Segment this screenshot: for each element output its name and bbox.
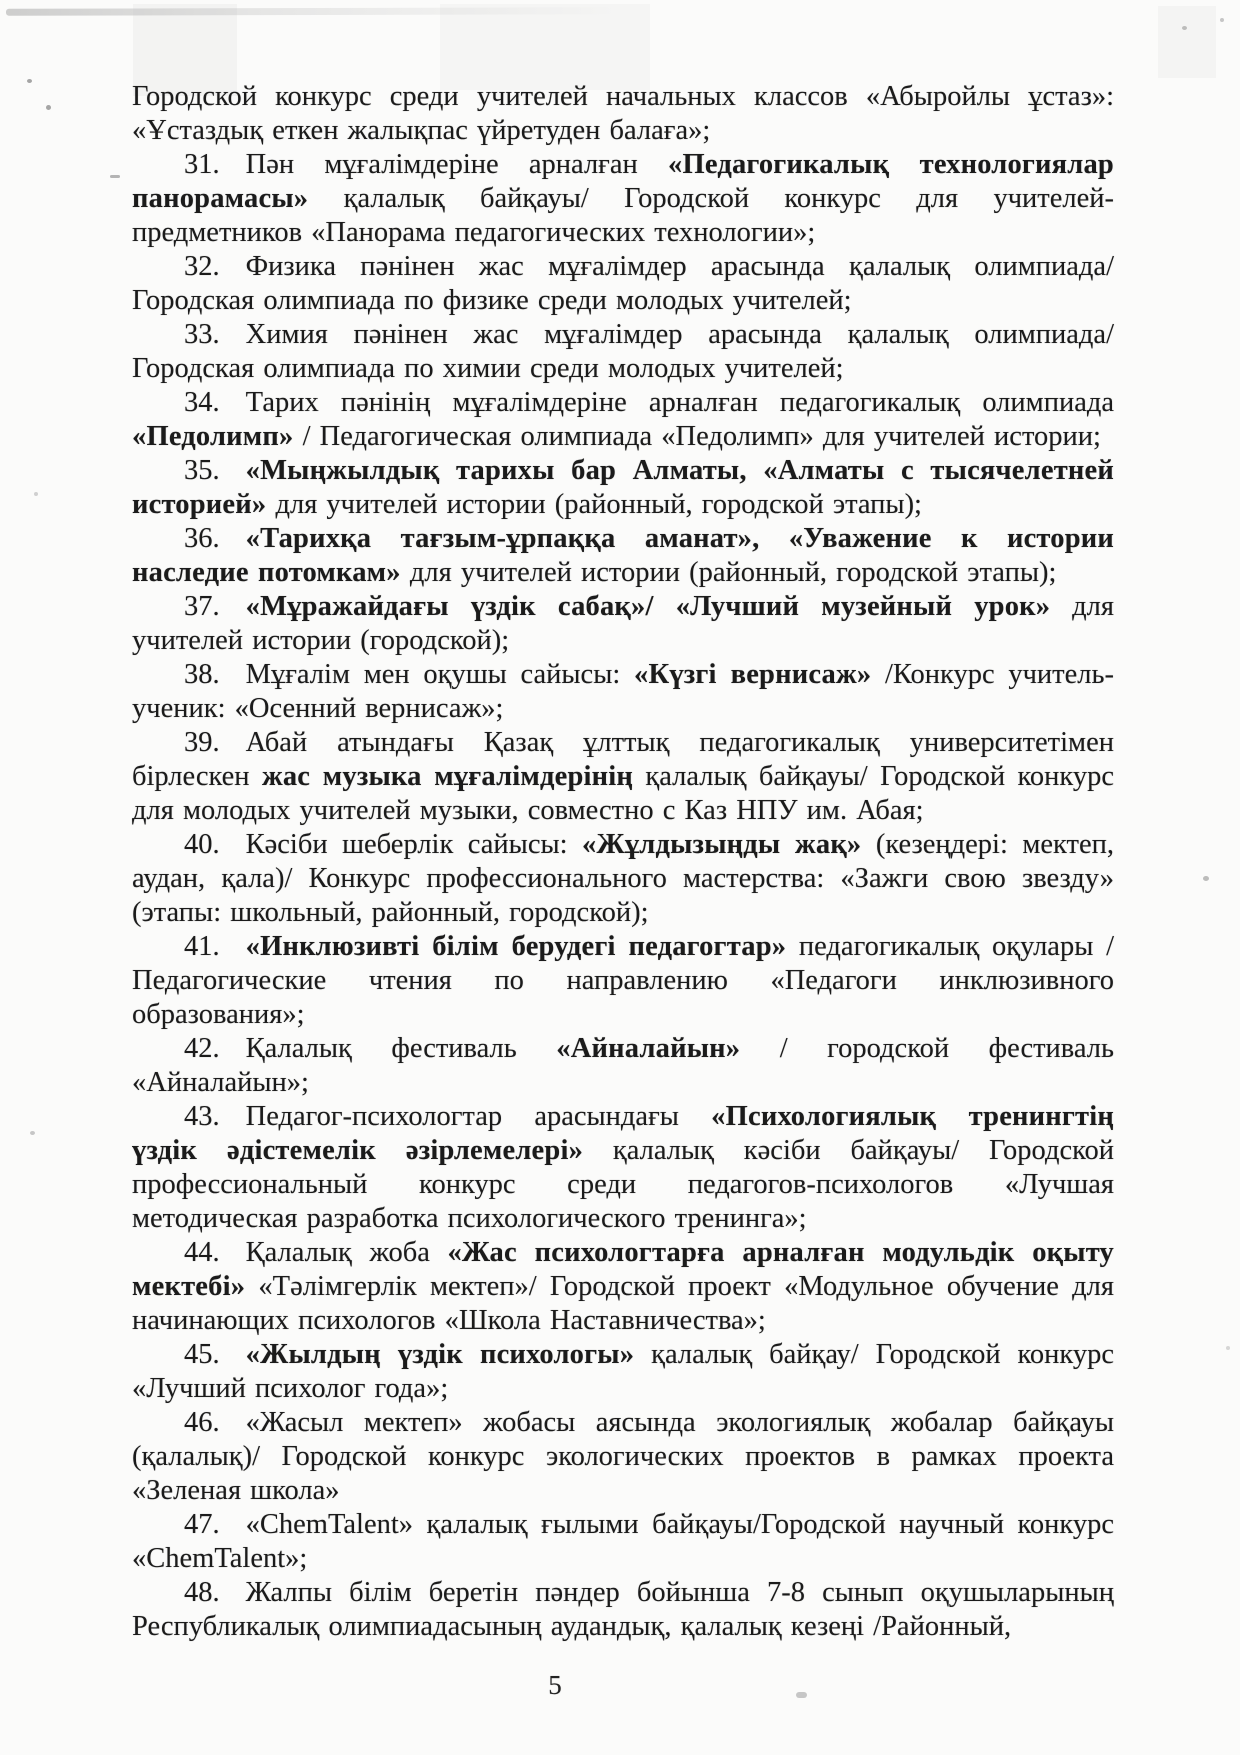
body-text: «ChemTalent» қалалық ғылыми байқауы/Городской научный конкурс «ChemTalent»;	[132, 1509, 1114, 1574]
bold-text: жас музыка мұғалімдерінің	[261, 761, 634, 792]
paragraph	[132, 930, 1114, 1032]
bold-text: «Күзгі вернисаж»	[634, 659, 872, 690]
scan-artifact	[1158, 6, 1216, 78]
scan-artifact	[110, 175, 120, 178]
body-text: Қалалық фестиваль	[245, 1033, 557, 1064]
bold-text: «Педагогикалық технологиялар панорамасы»	[132, 149, 1114, 214]
body-text: для учителей истории (районный, городской этапы);	[266, 489, 922, 520]
paragraph	[132, 1338, 1114, 1406]
document-body	[132, 80, 1114, 1644]
body-text: «Жасыл мектеп» жобасы аясында экологиялық жобалар байқауы (қалалық)/ Городской конкурс экологических проектов в рамках проекта «Зеленая школа»	[132, 1407, 1114, 1506]
scan-artifact	[27, 79, 32, 83]
bold-text: «Жылдың үздік психологы»	[245, 1339, 635, 1370]
paragraph-number: 37.	[184, 591, 220, 622]
scan-artifact	[1226, 1346, 1230, 1350]
paragraph	[132, 590, 1114, 658]
bold-text: «Айналайын»	[556, 1033, 741, 1064]
paragraph	[132, 1236, 1114, 1338]
paragraph	[132, 1508, 1114, 1576]
paragraph	[132, 522, 1114, 590]
body-text: / Педагогическая олимпиада «Педолимп» для учителей истории;	[293, 421, 1101, 452]
body-text: педагогикалық оқулары / Педагогические чтения по направлению «Педагоги инклюзивного образования»;	[132, 931, 1114, 1030]
paragraph-number: 34.	[184, 387, 220, 418]
paragraph	[132, 80, 1114, 148]
body-text: Городской конкурс среди учителей начальных классов «Абыройлы ұстаз»: «Ұстаздық еткен жалықпас үйретуден балаға»;	[132, 81, 1114, 146]
paragraph	[132, 658, 1114, 726]
paragraph-number: 38.	[184, 659, 220, 690]
paragraph	[132, 726, 1114, 828]
paragraph-number: 46.	[184, 1407, 220, 1438]
paragraph-number: 36.	[184, 523, 220, 554]
scan-artifact	[1203, 876, 1209, 881]
body-text: қалалық кәсіби байқауы/ Городской профессиональный конкурс среди педагогов-психологов «Лучшая методическая разработка психологического тренинга»;	[132, 1135, 1115, 1234]
body-text: Абай атындағы Қазақ ұлттық педагогикалық университетімен бірлескен	[132, 727, 1114, 792]
body-text: Тарих пәнінің мұғалімдеріне арналған педагогикалық олимпиада	[245, 387, 1114, 418]
body-text: Кәсіби шеберлік сайысы:	[245, 829, 582, 860]
scan-artifact	[34, 492, 38, 496]
paragraph	[132, 1576, 1114, 1644]
paragraph-number: 48.	[184, 1577, 220, 1608]
paragraph-number: 40.	[184, 829, 220, 860]
paragraph-number: 47.	[184, 1509, 220, 1540]
body-text: Педагог-психологтар арасындағы	[245, 1101, 712, 1132]
body-text: Жалпы білім беретін пәндер бойынша 7-8 сынып оқушыларының Республикалық олимпиадасының аудандық, қалалық кезеңі /Районный,	[132, 1577, 1114, 1642]
body-text: Физика пәнінен жас мұғалімдер арасында қалалық олимпиада/ Городская олимпиада по физике среди молодых учителей;	[132, 251, 1114, 316]
paragraph-number: 33.	[184, 319, 220, 350]
body-text: / городской фестиваль «Айналайын»;	[132, 1033, 1114, 1098]
paragraph	[132, 1406, 1114, 1508]
paragraph-number: 44.	[184, 1237, 220, 1268]
paragraph	[132, 318, 1114, 386]
bold-text: «Тарихқа тағзым-ұрпаққа аманат», «Уважение к истории наследие потомкам»	[132, 523, 1114, 588]
bold-text: «Психологиялық тренингтің үздік әдістемелік әзірлемелері»	[132, 1101, 1114, 1166]
bold-text: «Педолимп»	[132, 421, 294, 452]
body-text: для учителей истории (районный, городской этапы);	[400, 557, 1057, 588]
body-text: для учителей истории (городской);	[132, 591, 1114, 656]
bold-text: «Мұражайдағы үздік сабақ»/ «Лучший музейный урок»	[245, 591, 1051, 622]
body-text: қалалық байқауы/ Городской конкурс для учителей-предметников «Панорама педагогических технологии»;	[132, 183, 1114, 248]
paragraph	[132, 148, 1114, 250]
paragraph	[132, 1100, 1114, 1236]
body-text: Химия пәнінен жас мұғалімдер арасында қалалық олимпиада/ Городская олимпиада по химии среди молодых учителей;	[132, 319, 1114, 384]
paragraph	[132, 454, 1114, 522]
body-text: Пән мұғалімдеріне арналған	[245, 149, 669, 180]
bold-text: «Инклюзивті білім берудегі педагогтар»	[245, 931, 787, 962]
paragraph-number: 43.	[184, 1101, 220, 1132]
body-text: қалалық байқауы/ Городской конкурс для молодых учителей музыки, совместно с Каз НПУ им. Абая;	[132, 761, 1114, 826]
body-text: (кезеңдері: мектеп, аудан, қала)/ Конкурс профессионального мастерства: «Зажги свою звезду» (этапы: школьный, районный, городской);	[132, 829, 1114, 928]
paragraph-number: 39.	[184, 727, 220, 758]
bold-text: «Жұлдызыңды жақ»	[582, 829, 862, 860]
scan-artifact	[1220, 18, 1224, 22]
page-number: 5	[548, 1670, 562, 1700]
body-text: қалалық байқау/ Городской конкурс «Лучший психолог года»;	[132, 1339, 1115, 1404]
body-text: Қалалық жоба	[245, 1237, 448, 1268]
paragraph-number: 35.	[184, 455, 220, 486]
body-text: «Тәлімгерлік мектеп»/ Городской проект «Модульное обучение для начинающих психологов «Школа Наставничества»;	[132, 1271, 1114, 1336]
scan-artifact	[1182, 26, 1187, 30]
paragraph-number: 45.	[184, 1339, 220, 1370]
paragraph-number: 32.	[184, 251, 220, 282]
scan-artifact	[6, 7, 616, 16]
scan-artifact	[30, 1131, 35, 1135]
body-text: /Конкурс учитель-ученик: «Осенний вернисаж»;	[132, 659, 1114, 724]
paragraph	[132, 250, 1114, 318]
paragraph	[132, 386, 1114, 454]
paragraph-number: 41.	[184, 931, 220, 962]
paragraph-number: 31.	[184, 149, 220, 180]
paragraph	[132, 1032, 1114, 1100]
bold-text: «Жас психологтарға арналған модульдік оқыту мектебі»	[132, 1237, 1115, 1302]
body-text: Мұғалім мен оқушы сайысы:	[245, 659, 634, 690]
paragraph-number: 42.	[184, 1033, 220, 1064]
bold-text: «Мыңжылдық тарихы бар Алматы, «Алматы с тысячелетней историей»	[132, 455, 1114, 520]
paragraph	[132, 828, 1114, 930]
scan-artifact	[440, 4, 650, 90]
scan-artifact	[46, 105, 51, 110]
